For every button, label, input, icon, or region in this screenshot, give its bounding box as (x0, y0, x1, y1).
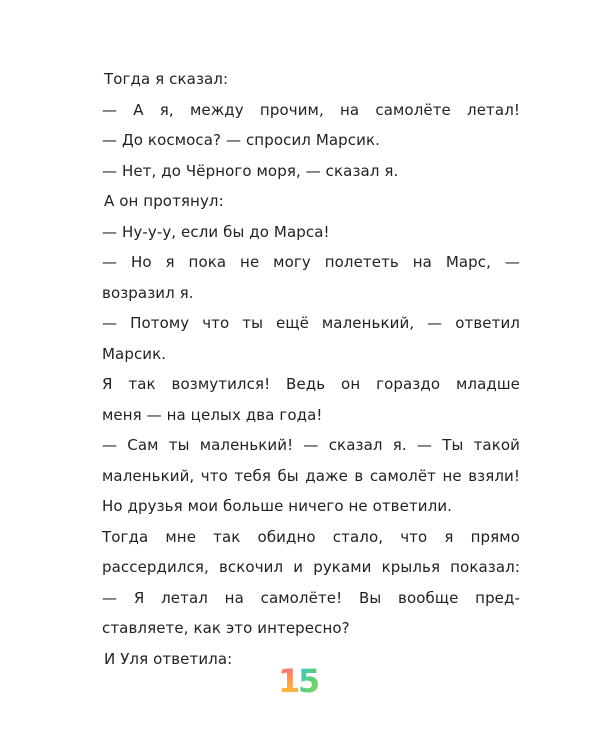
text-line-10: Марсик. (102, 344, 167, 363)
text-line-5: А он протянул: (104, 192, 224, 210)
text-line-9: — Потому что ты ещё маленький, — ответил (102, 314, 520, 332)
text-line-18: — Я летал на самолёте! Вы вообще пред- (102, 588, 520, 607)
text-line-16: Тогда мне так обидно стало, что я прямо (102, 527, 520, 546)
text-line-4: — Нет, до Чёрного моря, — сказал я. (102, 161, 399, 180)
text-line-15: Но друзья мои больше ничего не ответили. (102, 497, 453, 515)
story-text (102, 64, 520, 674)
text-line-17: рассердился, вскочил и руками крылья показал: (102, 558, 520, 576)
text-line-3: — До космоса? — спросил Марсик. (102, 131, 381, 149)
text-line-14: маленький, что тебя бы даже в самолёт не взяли! (102, 466, 520, 485)
page-number-digit-one: 1 (278, 662, 301, 700)
text-line-20: И Уля ответила: (104, 649, 233, 668)
text-line-12: меня — на целых два года! (102, 405, 323, 424)
text-line-6: — Ну-у-у, если бы до Марса! (102, 222, 330, 241)
page-number-digit-five: 5 (298, 662, 321, 700)
text-line-2: — А я, между прочим, на самолёте летал! (102, 100, 520, 119)
text-line-11: Я так возмутился! Ведь он гораздо младше (102, 375, 520, 393)
text-line-7: — Но я пока не могу полететь на Марс, — (102, 253, 520, 271)
text-line-1: Тогда я сказал: (104, 70, 229, 88)
text-line-13: — Сам ты маленький! — сказал я. — Ты такой (102, 436, 520, 454)
text-line-19: ставляете, как это интересно? (102, 619, 350, 637)
text-line-8: возразил я. (102, 283, 194, 302)
page-number (274, 662, 326, 700)
